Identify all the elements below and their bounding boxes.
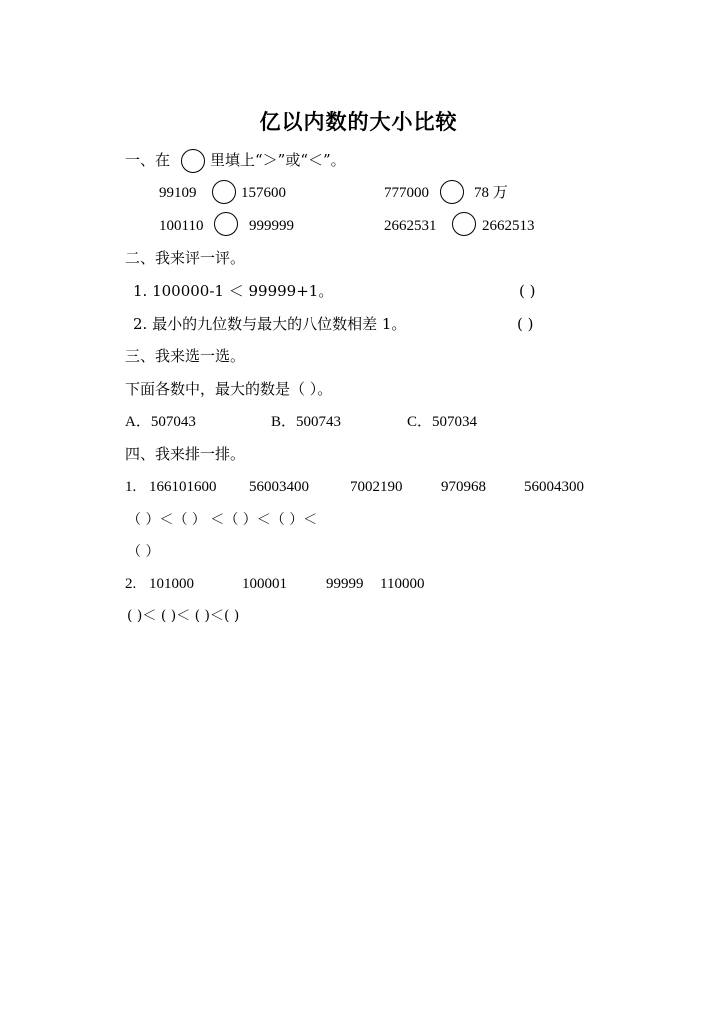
r1-a-left: 99109 (159, 185, 197, 201)
order-q1-num-2: 56003400 (249, 479, 309, 495)
blank-circle-example (181, 149, 205, 173)
page-title: 亿以内数的大小比较 (259, 110, 458, 134)
section1-heading-prefix: 一、在 (125, 151, 171, 169)
order-q1-num-3: 7002190 (350, 479, 403, 495)
judge-item-2: 2. 最小的九位数与最大的八位数相差 1。 (133, 315, 407, 333)
r2-b-right: 2662513 (482, 218, 535, 234)
compare-circle-3[interactable] (214, 212, 238, 236)
judge-item-1: 1. 100000-1 ＜ 99999+1。 (133, 282, 334, 300)
choice-question: 下面各数中，最大的数是（ ）。 (125, 380, 333, 398)
r1-b-left: 777000 (384, 185, 429, 201)
order-q1-num-4: 970968 (441, 479, 486, 495)
order-q1-label: 1. (125, 479, 137, 495)
order-q1-num-5: 56004300 (524, 479, 584, 495)
choice-option-b[interactable]: B．500743 (271, 414, 342, 430)
section3-heading: 三、我来选一选。 (125, 347, 246, 365)
order-q2-num-3: 99999 (326, 576, 364, 592)
order-q1-num-1: 166101600 (149, 479, 217, 495)
order-q2-num-1: 101000 (149, 576, 194, 592)
judge-answer-1[interactable]: ( ) (519, 282, 536, 300)
order-q2-num-2: 100001 (242, 576, 287, 592)
r1-a-right: 157600 (241, 185, 286, 201)
compare-circle-2[interactable] (440, 180, 464, 204)
compare-circle-4[interactable] (452, 212, 476, 236)
order-q2-num-4: 110000 (380, 576, 425, 592)
r1-b-right: 78 万 (474, 185, 508, 201)
order-q1-answer-line1[interactable]: （ ）＜（ ） ＜（ ）＜（ ）＜ (127, 512, 318, 528)
choice-option-a[interactable]: A．507043 (125, 414, 196, 430)
order-q2-label: 2. (125, 576, 137, 592)
section4-heading: 四、我来排一排。 (125, 445, 246, 463)
r2-b-left: 2662531 (384, 218, 437, 234)
judge-answer-2[interactable]: ( ) (517, 315, 534, 333)
compare-circle-1[interactable] (212, 180, 236, 204)
section2-heading: 二、我来评一评。 (125, 249, 246, 267)
r2-a-right: 999999 (249, 218, 294, 234)
r2-a-left: 100110 (159, 218, 204, 234)
section1-heading-suffix: 里填上“＞”或“＜”。 (210, 151, 346, 169)
choice-option-c[interactable]: C．507034 (407, 414, 478, 430)
order-q2-answer-line[interactable]: ( )＜ ( )＜ ( )＜( ) (127, 608, 240, 624)
order-q1-answer-line2[interactable]: （ ） (127, 544, 160, 560)
